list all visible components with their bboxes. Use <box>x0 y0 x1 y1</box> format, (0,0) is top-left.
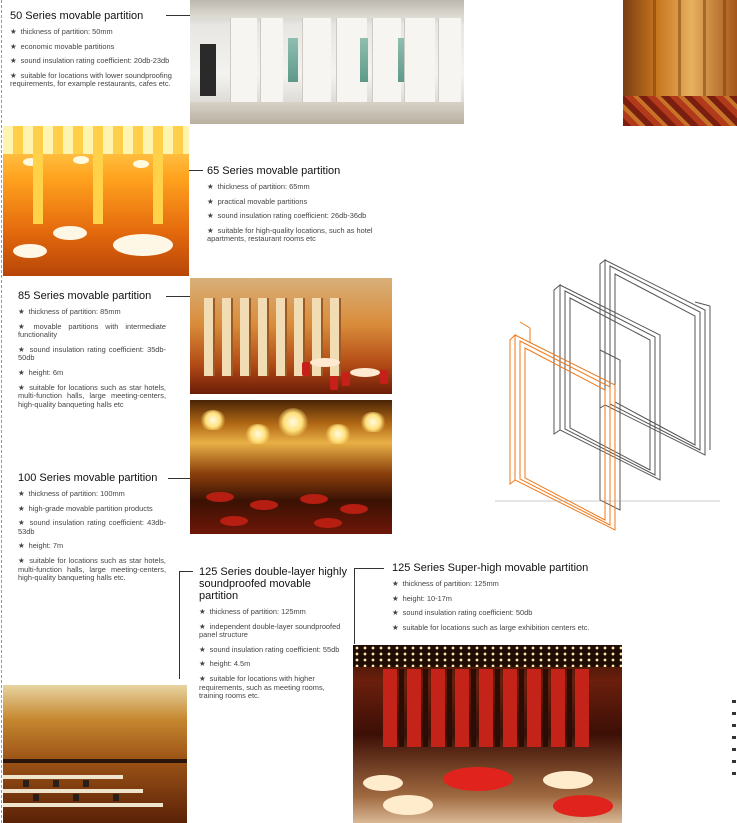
star-icon: ★ <box>199 644 206 654</box>
spec-item: ★ economic movable partitions <box>10 41 115 51</box>
spec-item: ★ practical movable partitions <box>207 196 308 206</box>
leader-line <box>354 568 384 569</box>
spec-item: ★ thickness of partition: 100mm <box>18 489 125 498</box>
star-icon: ★ <box>18 518 26 528</box>
section-50-series <box>10 10 186 95</box>
section-title: 125 Series Super-high movable partition <box>392 562 589 574</box>
spec-item: ★ high-grade movable partition products <box>18 503 153 513</box>
spec-item: ★ suitable for locations with higher requirements, such as meeting rooms, training rooms etc. <box>199 673 325 701</box>
spec-item: ★ suitable for locations such as large exhibition centers etc. <box>392 622 590 632</box>
photo-corridor-partition <box>190 0 464 124</box>
spec-item: ★ suitable for high-quality locations, such as hotel apartments, restaurant rooms etc <box>207 225 373 244</box>
spec-list <box>10 28 186 89</box>
section-125-super-high <box>392 562 632 638</box>
section-title: 65 Series movable partition <box>207 165 341 177</box>
section-title: 85 Series movable partition <box>18 290 152 302</box>
star-icon: ★ <box>392 622 399 632</box>
spec-item: ★ sound insulation rating coefficient: 20db-23db <box>10 56 170 66</box>
star-icon: ★ <box>207 182 214 191</box>
section-100-series <box>18 472 166 589</box>
star-icon: ★ <box>18 555 26 565</box>
star-icon: ★ <box>10 41 17 51</box>
photo-exhibition-hall <box>353 645 622 823</box>
leader-line <box>179 571 193 572</box>
photo-training-room <box>3 685 187 823</box>
left-dashed-border <box>1 0 2 823</box>
section-125-double-layer <box>199 566 349 707</box>
spec-item: ★ height: 6m <box>18 367 64 377</box>
spec-list <box>392 580 632 632</box>
spec-item: ★ height: 7m <box>18 541 64 551</box>
photo-restaurant-partition <box>190 278 392 394</box>
section-85-series <box>18 290 166 415</box>
spec-item: ★ thickness of partition: 65mm <box>207 182 310 191</box>
star-icon: ★ <box>199 621 206 631</box>
spec-item: ★ suitable for locations such as star hotels, multi-function halls, large meeting-centers, high-quality banqueting halls etc <box>18 382 166 409</box>
star-icon: ★ <box>199 673 206 683</box>
spec-item: ★ independent double-layer soundproofed panel structure <box>199 621 341 640</box>
spec-item: ★ thickness of partition: 85mm <box>18 307 121 316</box>
star-icon: ★ <box>392 608 399 618</box>
star-icon: ★ <box>18 367 25 377</box>
star-icon: ★ <box>18 503 25 513</box>
spec-list <box>199 608 349 701</box>
photo-orange-banquet <box>3 126 189 276</box>
star-icon: ★ <box>18 382 26 392</box>
spec-item: ★ height: 10-17m <box>392 593 452 603</box>
star-icon: ★ <box>18 344 26 354</box>
right-edge-fragment <box>732 700 737 795</box>
star-icon: ★ <box>392 579 399 588</box>
leader-line-vertical <box>179 571 180 679</box>
star-icon: ★ <box>199 607 206 616</box>
spec-item: ★ suitable for locations such as star hotels, multi-function halls, large meeting-centers, high-quality banqueting halls etc. <box>18 555 166 583</box>
spec-item: ★ sound insulation rating coefficient: 55db <box>199 644 340 654</box>
section-65-series <box>207 165 403 250</box>
photo-ballroom-chandeliers <box>190 400 392 534</box>
spec-item: ★ sound insulation rating coefficient: 26db-36db <box>207 211 367 221</box>
section-title: 125 Series double-layer highly soundproofed movable partition <box>199 566 347 602</box>
star-icon: ★ <box>207 225 214 235</box>
leader-line <box>166 15 190 16</box>
leader-line <box>168 478 190 479</box>
star-icon: ★ <box>207 211 214 221</box>
spec-list <box>207 183 403 244</box>
spec-item: ★ thickness of partition: 125mm <box>199 607 306 616</box>
star-icon: ★ <box>207 196 214 206</box>
spec-item: ★ sound insulation rating coefficient: 43db-53db <box>18 518 166 536</box>
photo-warm-hall <box>623 0 737 126</box>
leader-line-vertical <box>354 568 355 644</box>
star-icon: ★ <box>18 307 25 316</box>
spec-item: ★ movable partitions with intermediate functionality <box>18 321 166 340</box>
spec-item: ★ thickness of partition: 50mm <box>10 27 113 36</box>
spec-item: ★ suitable for locations with lower soundproofing requirements, for example restaurants, cafes etc. <box>10 70 172 89</box>
star-icon: ★ <box>18 321 30 331</box>
star-icon: ★ <box>10 70 17 80</box>
star-icon: ★ <box>10 27 17 36</box>
spec-list <box>18 308 166 409</box>
star-icon: ★ <box>392 593 399 603</box>
spec-item: ★ height: 4.5m <box>199 659 251 669</box>
leader-line <box>166 296 190 297</box>
exploded-panel-diagram <box>490 240 725 535</box>
spec-item: ★ sound insulation rating coefficient: 35db-50db <box>18 344 166 363</box>
star-icon: ★ <box>10 56 17 66</box>
leader-line <box>189 170 203 171</box>
spec-item: ★ sound insulation rating coefficient: 50db <box>392 608 533 618</box>
star-icon: ★ <box>18 489 25 498</box>
star-icon: ★ <box>18 541 25 551</box>
spec-item: ★ thickness of partition: 125mm <box>392 579 499 588</box>
section-title: 100 Series movable partition <box>18 472 158 484</box>
section-title: 50 Series movable partition <box>10 10 144 22</box>
star-icon: ★ <box>199 659 206 669</box>
spec-list <box>18 490 166 583</box>
